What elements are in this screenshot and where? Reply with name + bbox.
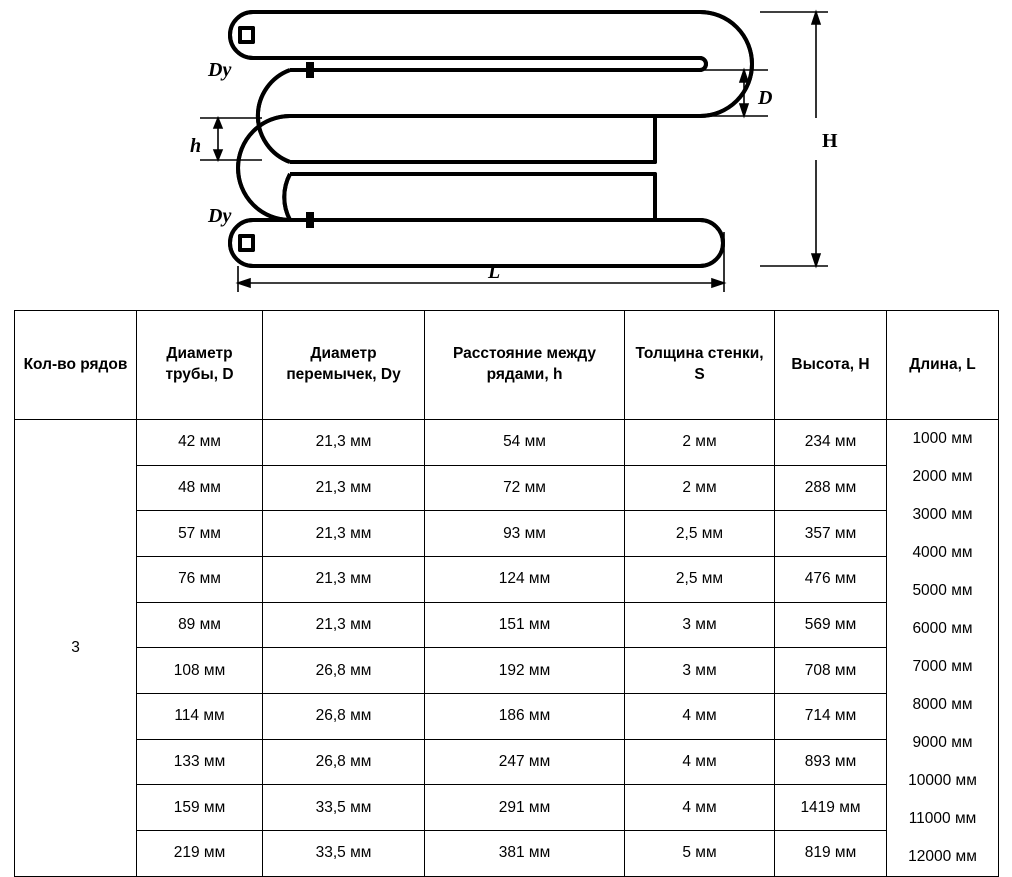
cell-s: 2,5 мм	[625, 556, 775, 602]
cell-d: 108 мм	[137, 648, 263, 694]
cell-s: 2,5 мм	[625, 511, 775, 557]
length-option: 11000 мм	[908, 809, 977, 827]
length-option: 12000 мм	[908, 847, 977, 865]
table-row	[15, 648, 999, 694]
length-option: 8000 мм	[912, 695, 973, 713]
cell-s: 2 мм	[625, 465, 775, 511]
header-length: Длина, L	[887, 311, 999, 420]
cell-s: 5 мм	[625, 830, 775, 876]
cell-height: 569 мм	[775, 602, 887, 648]
length-option: 4000 мм	[912, 543, 973, 561]
cell-dy: 21,3 мм	[263, 465, 425, 511]
cell-dy: 26,8 мм	[263, 739, 425, 785]
length-option: 5000 мм	[912, 581, 973, 599]
cell-d: 219 мм	[137, 830, 263, 876]
cell-s: 4 мм	[625, 693, 775, 739]
cell-d: 48 мм	[137, 465, 263, 511]
header-jumper-diameter: Диаметр перемычек, Dy	[263, 311, 425, 420]
table-row	[15, 465, 999, 511]
table-row	[15, 739, 999, 785]
label-height: H	[822, 130, 838, 152]
label-dy-bottom: Dy	[208, 205, 232, 227]
table-row	[15, 556, 999, 602]
cell-s: 2 мм	[625, 420, 775, 466]
table-row	[15, 420, 999, 466]
cell-h: 151 мм	[425, 602, 625, 648]
cell-dy: 33,5 мм	[263, 830, 425, 876]
cell-height: 819 мм	[775, 830, 887, 876]
cell-d: 89 мм	[137, 602, 263, 648]
label-h: h	[190, 135, 202, 157]
cell-dy: 26,8 мм	[263, 648, 425, 694]
cell-s: 3 мм	[625, 648, 775, 694]
cell-rows-count: 3	[15, 420, 137, 877]
cell-dy: 21,3 мм	[263, 511, 425, 557]
length-option: 10000 мм	[908, 771, 977, 789]
length-option: 9000 мм	[912, 733, 973, 751]
cell-dy: 21,3 мм	[263, 602, 425, 648]
header-height: Высота, H	[775, 311, 887, 420]
cell-h: 247 мм	[425, 739, 625, 785]
length-option: 1000 мм	[912, 430, 973, 447]
length-option: 2000 мм	[912, 467, 973, 485]
header-pipe-diameter: Диаметр трубы, D	[137, 311, 263, 420]
table-row	[15, 511, 999, 557]
specification-table	[14, 310, 999, 877]
cell-d: 133 мм	[137, 739, 263, 785]
cell-d: 57 мм	[137, 511, 263, 557]
cell-height: 234 мм	[775, 420, 887, 466]
cell-height: 714 мм	[775, 693, 887, 739]
cell-s: 4 мм	[625, 785, 775, 831]
register-diagram	[0, 0, 1012, 310]
cell-lengths	[887, 420, 999, 877]
cell-h: 291 мм	[425, 785, 625, 831]
label-dy-top: Dy	[208, 59, 232, 81]
cell-h: 93 мм	[425, 511, 625, 557]
cell-height: 357 мм	[775, 511, 887, 557]
header-row-spacing: Расстояние между рядами, h	[425, 311, 625, 420]
cell-h: 124 мм	[425, 556, 625, 602]
cell-dy: 21,3 мм	[263, 420, 425, 466]
length-option: 7000 мм	[912, 657, 973, 675]
cell-height: 893 мм	[775, 739, 887, 785]
cell-s: 3 мм	[625, 602, 775, 648]
cell-h: 54 мм	[425, 420, 625, 466]
cell-height: 288 мм	[775, 465, 887, 511]
cell-h: 72 мм	[425, 465, 625, 511]
table-header-row	[15, 311, 999, 420]
table-row	[15, 602, 999, 648]
length-option: 3000 мм	[912, 505, 973, 523]
cell-h: 192 мм	[425, 648, 625, 694]
label-length: L	[488, 261, 501, 283]
cell-dy: 21,3 мм	[263, 556, 425, 602]
table-row	[15, 693, 999, 739]
cell-height: 708 мм	[775, 648, 887, 694]
cell-h: 186 мм	[425, 693, 625, 739]
cell-d: 114 мм	[137, 693, 263, 739]
cell-d: 159 мм	[137, 785, 263, 831]
length-option: 6000 мм	[912, 619, 973, 637]
header-wall-thickness: Толщина стенки, S	[625, 311, 775, 420]
cell-d: 76 мм	[137, 556, 263, 602]
junction-patches	[256, 14, 698, 264]
cell-h: 381 мм	[425, 830, 625, 876]
table-row	[15, 785, 999, 831]
cell-height: 476 мм	[775, 556, 887, 602]
cell-d: 42 мм	[137, 420, 263, 466]
label-d: D	[758, 87, 773, 109]
cell-s: 4 мм	[625, 739, 775, 785]
header-rows-count: Кол-во рядов	[15, 311, 137, 420]
cell-height: 1419 мм	[775, 785, 887, 831]
cell-dy: 26,8 мм	[263, 693, 425, 739]
cell-dy: 33,5 мм	[263, 785, 425, 831]
table-row	[15, 830, 999, 876]
